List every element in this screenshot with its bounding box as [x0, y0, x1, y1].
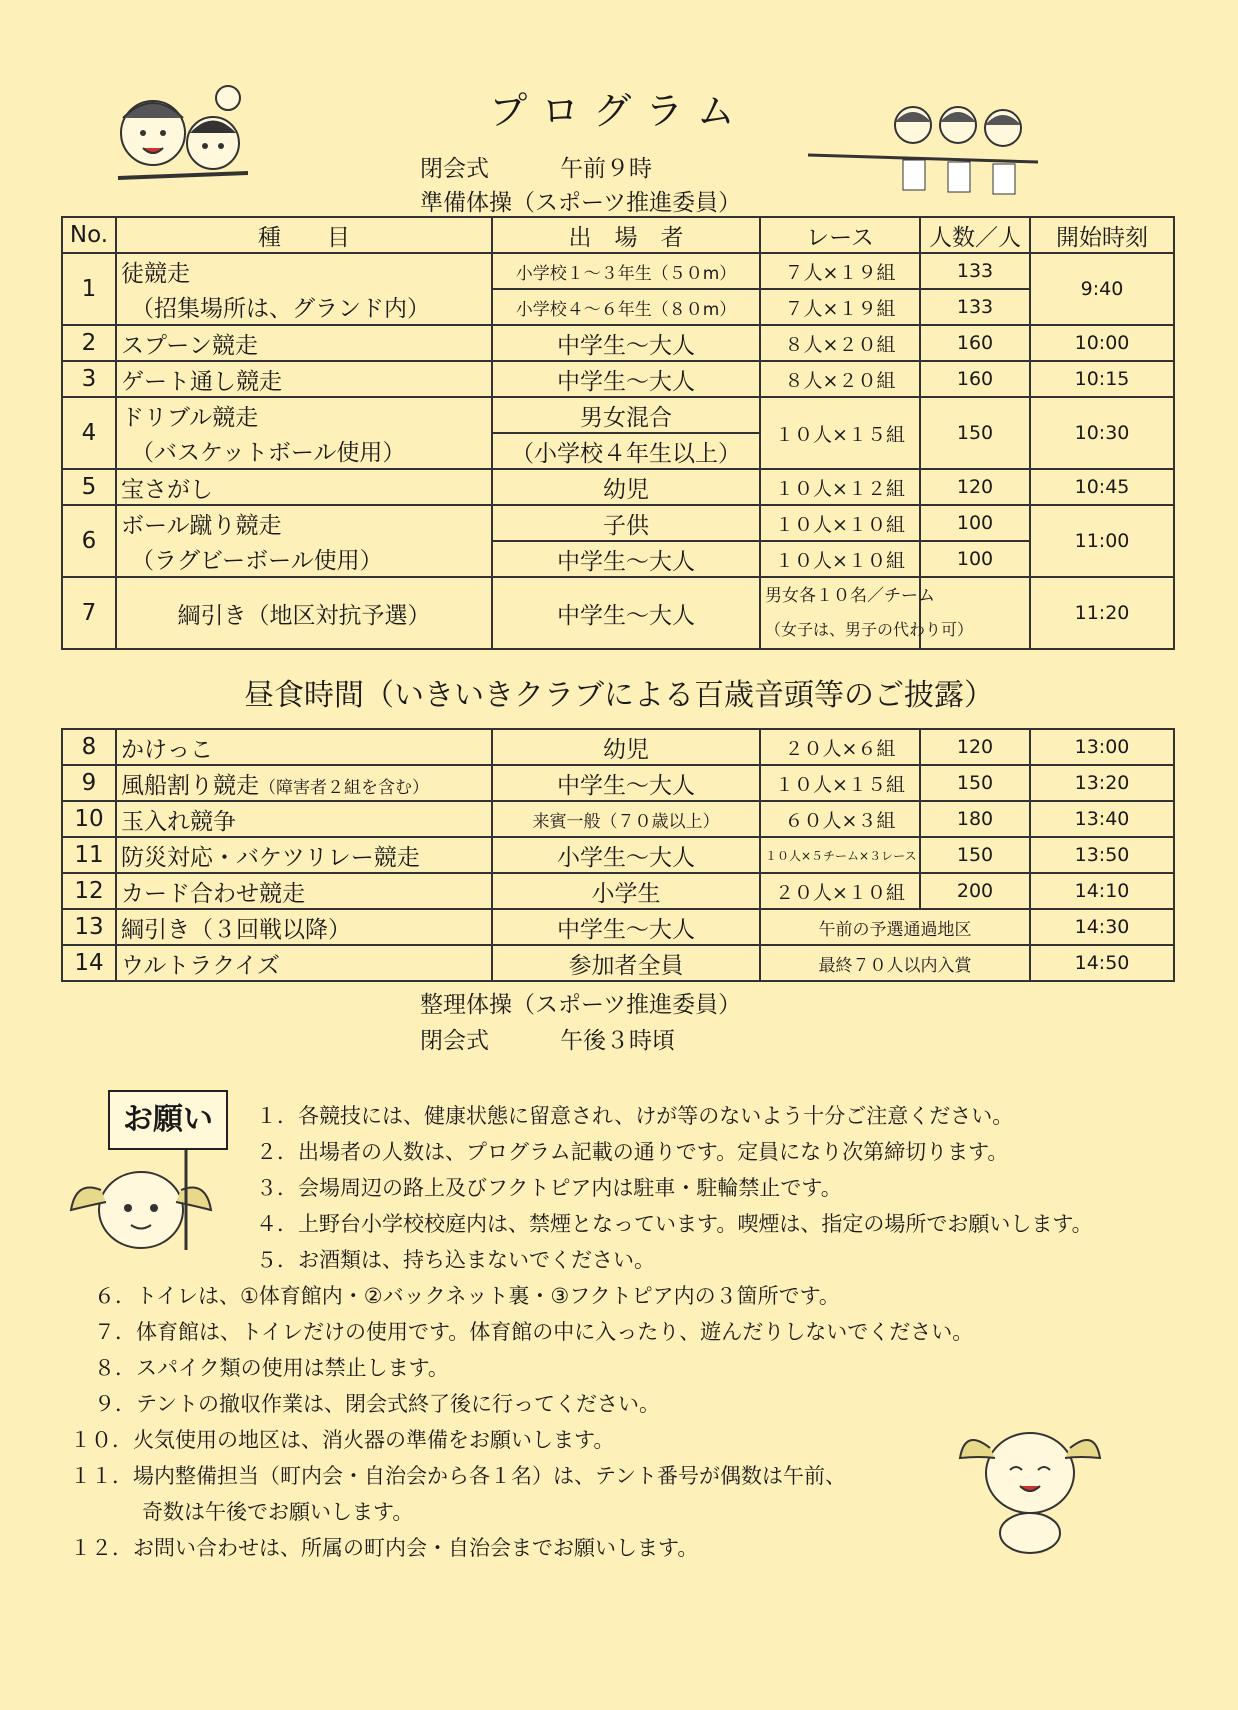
note-item: １１．場内整備担当（町内会・自治会から各１名）は、テント番号が偶数は午前、 — [70, 1464, 846, 1488]
note-item: ７．体育館は、トイレだけの使用です。体育館の中に入ったり、遊んだりしないでください。 — [94, 1320, 974, 1344]
table-row: 1 徒競走 小学校１～３年生（５０m） ７人×１９組 133 9:40 — [62, 253, 1174, 289]
mascot-waving-icon — [960, 1408, 1100, 1558]
note-item: １２．お問い合わせは、所属の町内会・自治会までお願いします。 — [70, 1536, 699, 1560]
note-item: １０．火気使用の地区は、消火器の準備をお願いします。 — [70, 1428, 615, 1452]
program-table-morning — [61, 216, 1175, 650]
table-row: （招集場所は、グランド内） 小学校４～６年生（８０m） ７人×１９組 133 — [62, 289, 1174, 325]
col-participants: 出 場 者 — [492, 217, 760, 253]
closing-ceremony — [420, 1022, 675, 1055]
cooldown: 整理体操（スポーツ推進委員） — [420, 992, 742, 1018]
note-item: ８．スパイク類の使用は禁止します。 — [94, 1356, 449, 1380]
lunch-break: 昼食時間（いきいきクラブによる百歳音頭等のご披露） — [244, 678, 994, 713]
note-item: 奇数は午後でお願いします。 — [142, 1500, 414, 1524]
note-item: ４．上野台小学校校庭内は、禁煙となっています。喫煙は、指定の場所でお願いします。 — [256, 1212, 1093, 1236]
table-row: 9 風船割り競走（障害者２組を含む） 中学生～大人 １０人×１５組 150 13:20 — [62, 765, 1174, 801]
table-row: 6 ボール蹴り競走 子供 １０人×１０組 100 11:00 — [62, 505, 1174, 541]
table-row: 5 宝さがし 幼児 １０人×１２組 120 10:45 — [62, 469, 1174, 505]
opening-ceremony — [420, 150, 652, 183]
table-row: 4 ドリブル競走 男女混合 １０人×１５組 150 10:30 — [62, 397, 1174, 433]
table-header — [62, 217, 1174, 253]
warmup: 準備体操（スポーツ推進委員） — [420, 190, 742, 216]
table-row: 14 ウルトラクイズ 参加者全員 最終７０人以内入賞 14:50 — [62, 945, 1174, 981]
closing-label: 閉会式 — [420, 1028, 489, 1054]
note-item: ５．お酒類は、持ち込まないでください。 — [256, 1248, 655, 1272]
col-count: 人数／人 — [920, 217, 1030, 253]
note-item: ２．出場者の人数は、プログラム記載の通りです。定員になり次第締切ります。 — [256, 1140, 1009, 1164]
col-race: レース — [760, 217, 920, 253]
table-row: 12 カード合わせ競走 小学生 ２０人×１０組 200 14:10 — [62, 873, 1174, 909]
mascot-icon — [66, 1140, 216, 1270]
closing-time: 午後３時頃 — [560, 1028, 675, 1054]
table-row: （バスケットボール使用） （小学校４年生以上） — [62, 433, 1174, 469]
onegai-sign: お願い — [108, 1090, 228, 1150]
table-row: 7 綱引き（地区対抗予選） 中学生～大人 男女各１０名／チーム （女子は、男子の代わり可） 11:20 — [62, 577, 1174, 649]
note-item: ９．テントの撤収作業は、閉会式終了後に行ってください。 — [94, 1392, 660, 1416]
table-row: 11 防災対応・バケツリレー競走 小学生～大人 １０人×５チーム×３レース 150 13:50 — [62, 837, 1174, 873]
program-table-afternoon — [61, 728, 1175, 982]
table-row: 10 玉入れ競争 来賓一般（７０歳以上） ６０人×３組 180 13:40 — [62, 801, 1174, 837]
note-item: ６．トイレは、①体育館内・②バックネット裏・③フクトピア内の３箇所です。 — [94, 1284, 840, 1308]
table-row: 8 かけっこ 幼児 ２０人×６組 120 13:00 — [62, 729, 1174, 765]
col-start: 開始時刻 — [1030, 217, 1174, 253]
table-row: 3 ゲート通し競走 中学生～大人 ８人×２０組 160 10:15 — [62, 361, 1174, 397]
table-row: 13 綱引き（３回戦以降） 中学生～大人 午前の予選通過地区 14:30 — [62, 909, 1174, 945]
opening-time: 午前９時 — [560, 156, 652, 182]
note-item: １．各競技には、健康状態に留意され、けが等のないよう十分ご注意ください。 — [256, 1104, 1014, 1128]
col-event: 種 目 — [116, 217, 492, 253]
col-no: No. — [62, 217, 116, 253]
table-row: 2 スプーン競走 中学生～大人 ８人×２０組 160 10:00 — [62, 325, 1174, 361]
table-row: （ラグビーボール使用） 中学生～大人 １０人×１０組 100 — [62, 541, 1174, 577]
page-title: プログラム — [489, 89, 749, 133]
note-item: ３．会場周辺の路上及びフクトピア内は駐車・駐輪禁止です。 — [256, 1176, 842, 1200]
opening-label: 閉会式 — [420, 156, 489, 182]
